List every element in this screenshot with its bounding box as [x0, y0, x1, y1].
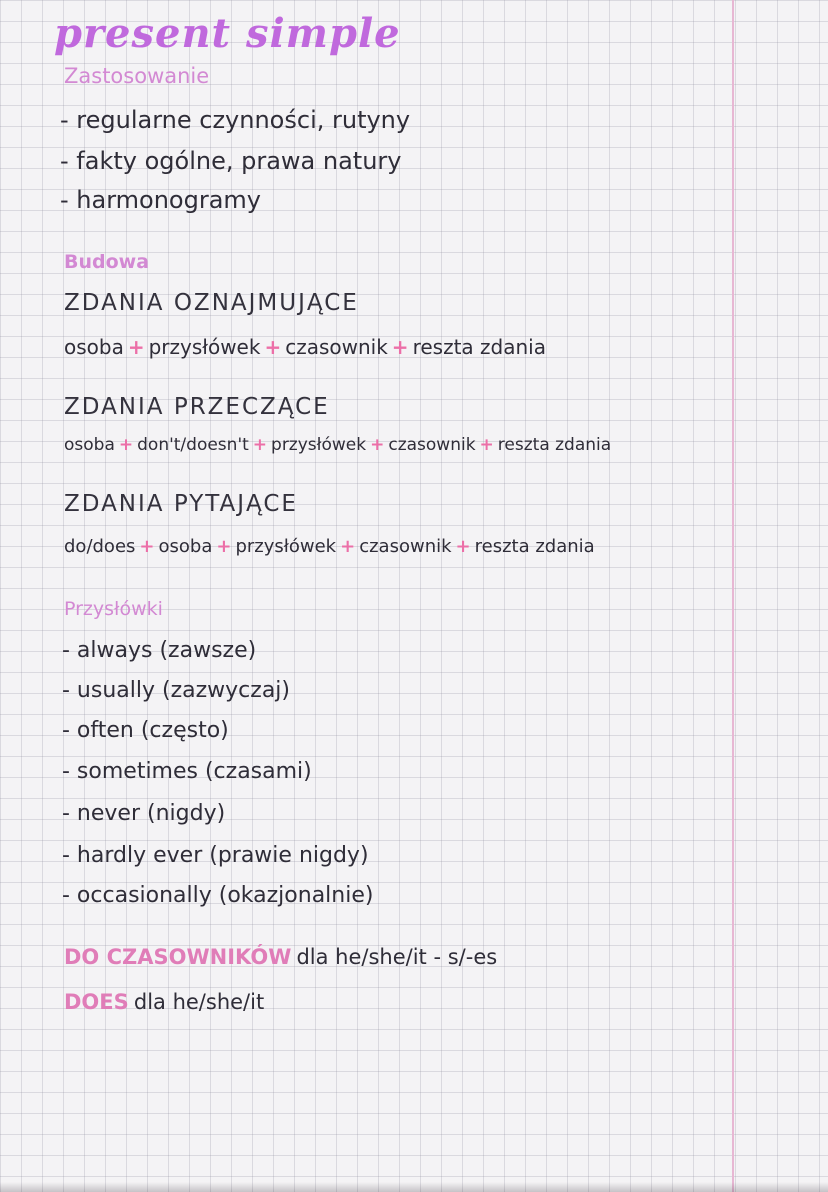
- formula-part: reszta zdania: [497, 435, 612, 455]
- formula-part: czasownik: [359, 536, 452, 557]
- usage-item-1: - regularne czynności, rutyny: [60, 106, 411, 134]
- formula-part: osoba: [158, 536, 213, 557]
- formula-part: do/does: [64, 536, 136, 557]
- negative-formula: osoba + don't/doesn't + przysłówek + czasownik + reszta zdania: [64, 435, 612, 455]
- margin-line: [732, 0, 734, 1192]
- adverb-item: - sometimes (czasami): [62, 759, 312, 784]
- rule-highlight: DOES: [64, 990, 129, 1014]
- affirmative-formula: osoba + przysłówek + czasownik + reszta zdania: [64, 335, 546, 359]
- adverb-item: - never (nigdy): [62, 801, 226, 826]
- question-formula: do/does + osoba + przysłówek + czasownik + reszta zdania: [64, 536, 595, 557]
- formula-part: czasownik: [388, 435, 476, 455]
- usage-heading: Zastosowanie: [64, 64, 210, 88]
- adverb-item: - hardly ever (prawie nigdy): [62, 843, 369, 868]
- page-bottom-shadow: [0, 1182, 828, 1192]
- adverb-item: - occasionally (okazjonalnie): [62, 883, 374, 908]
- adverb-item: - always (zawsze): [62, 638, 257, 663]
- usage-item-2: - fakty ogólne, prawa natury: [60, 147, 402, 175]
- rule-does: [64, 992, 264, 1013]
- formula-part: reszta zdania: [412, 335, 546, 359]
- rule-verbs: [64, 947, 497, 968]
- formula-part: osoba: [64, 335, 124, 359]
- formula-part: reszta zdania: [474, 536, 595, 557]
- structure-heading: Budowa: [64, 251, 150, 273]
- rule-text: dla he/she/it: [133, 990, 265, 1014]
- formula-part: przysłówek: [271, 435, 367, 455]
- affirmative-label: ZDANIA OZNAJMUJĄCE: [64, 290, 359, 316]
- negative-label: ZDANIA PRZECZĄCE: [64, 394, 330, 420]
- adverbs-heading: Przysłówki: [64, 598, 163, 620]
- adverb-item: - often (często): [62, 718, 229, 743]
- formula-part: przysłówek: [235, 536, 337, 557]
- formula-part: osoba: [64, 435, 115, 455]
- formula-part: przysłówek: [148, 335, 261, 359]
- formula-part: don't/doesn't: [137, 435, 249, 455]
- usage-item-3: - harmonogramy: [60, 186, 261, 214]
- question-label: ZDANIA PYTAJĄCE: [64, 491, 298, 517]
- rule-highlight: DO CZASOWNIKÓW: [64, 945, 292, 969]
- page-title: present simple: [54, 10, 401, 57]
- adverb-item: - usually (zazwyczaj): [62, 678, 290, 703]
- rule-text: dla he/she/it - s/-es: [296, 945, 498, 969]
- formula-part: czasownik: [285, 335, 388, 359]
